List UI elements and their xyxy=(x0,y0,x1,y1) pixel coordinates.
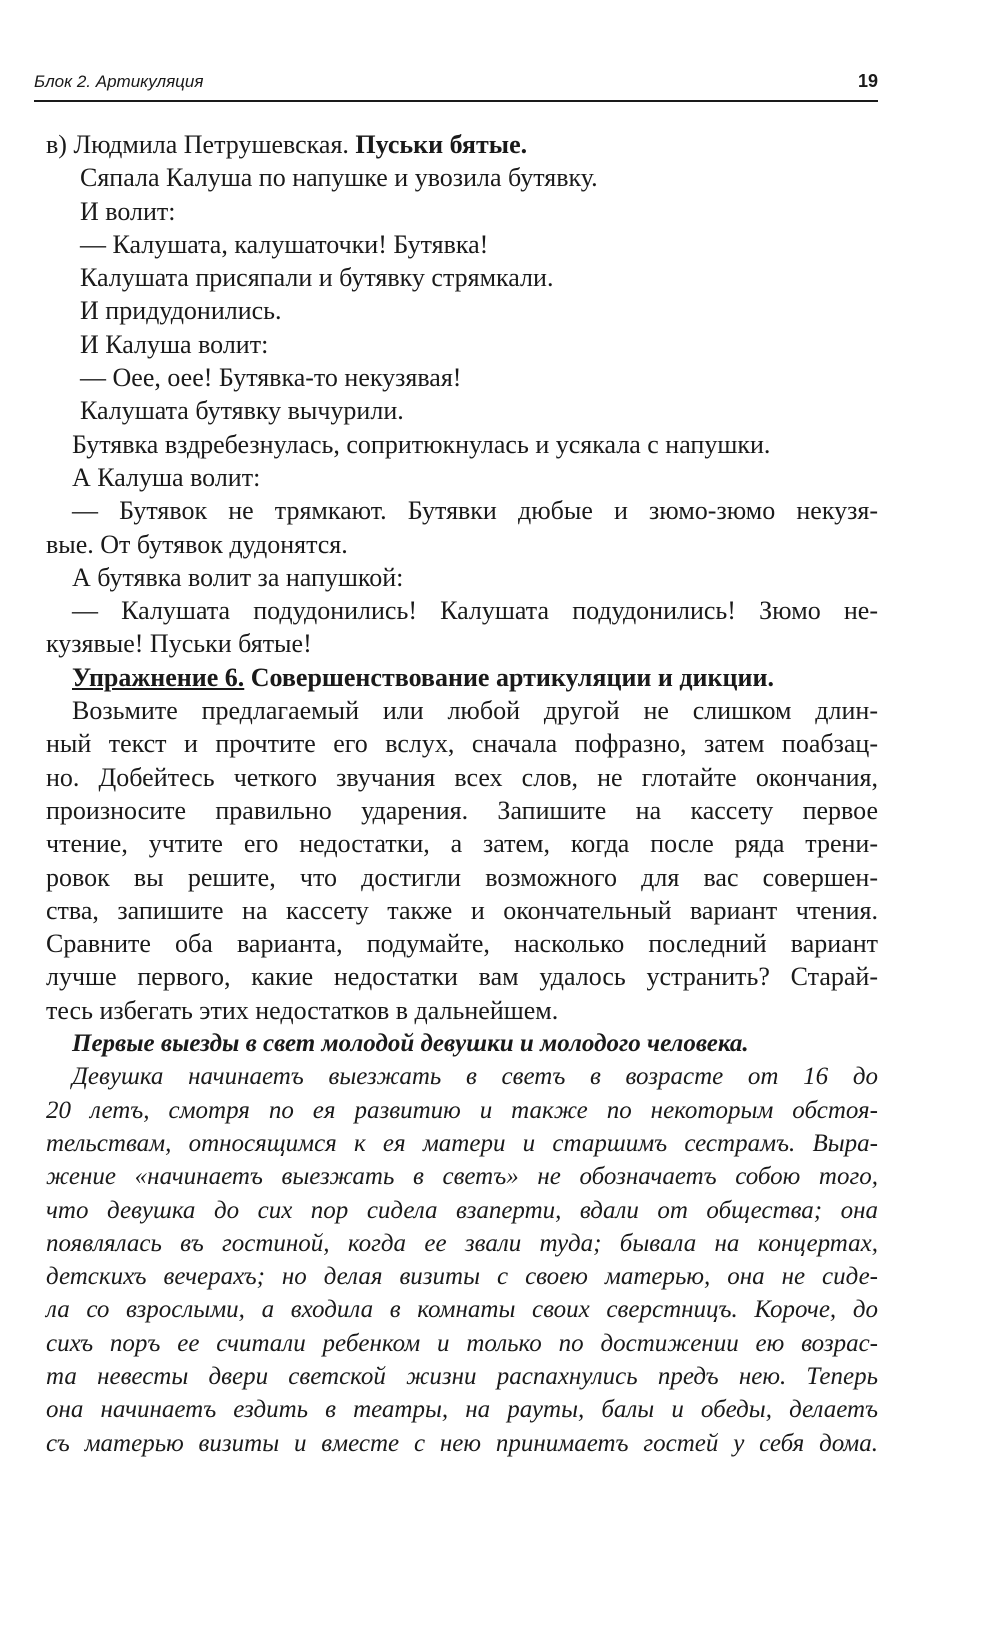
running-head: Блок 2. Артикуляция xyxy=(34,72,204,91)
poem-line: Бутявка вздребезнулась, сопритюкнулась и усякала с напушки. xyxy=(72,429,771,459)
excerpt-line: появлялась въ гостиной, когда ее звали туда; бывала на концертах, xyxy=(46,1229,878,1257)
exercise-line: Возьмите предлагаемый или любой другой не слишком длин- xyxy=(72,696,878,726)
poem-line: Калушата бутявку вычурили. xyxy=(80,396,404,426)
excerpt-line: ла со взрослыми, а входила в комнаты своих сверстницъ. Короче, до xyxy=(46,1296,878,1324)
poem-line: А бутявка волит за напушкой: xyxy=(72,562,404,592)
page-header xyxy=(34,68,878,102)
excerpt-line: что девушка до сих пор сидела взаперти, вдали от общества; она xyxy=(46,1196,878,1224)
excerpt-line: 20 летъ, смотря по ея развитию и также по некоторым обстоя- xyxy=(46,1096,878,1124)
poem-line: — Бутявок не трямкают. Бутявки дюбые и зюмо-зюмо некузя- xyxy=(72,496,878,526)
poem-line: — Калушата, калушаточки! Бутявка! xyxy=(80,229,489,259)
exercise-line: ства, запишите на кассету также и окончательный вариант чтения. xyxy=(46,895,878,925)
excerpt-line: та невесты двери светской жизни распахнулись предъ нею. Теперь xyxy=(46,1362,878,1390)
poem-heading xyxy=(46,128,878,161)
page-number: 19 xyxy=(857,71,878,91)
exercise-heading xyxy=(72,661,878,694)
excerpt-line: Девушка начинаетъ выезжать в светъ в возрасте от 16 до xyxy=(72,1063,878,1091)
exercise-line: чтение, учтите его недостатки, а затем, когда после ряда трени- xyxy=(46,829,878,859)
poem-line: Калушата присяпали и бутявку стрямкали. xyxy=(80,263,554,293)
excerpt-line: она начинаетъ ездить в театры, на рауты, балы и обеды, делаетъ xyxy=(46,1396,878,1424)
excerpt-line: детскихъ вечерахъ; но делая визиты с своею матерью, она не сиде- xyxy=(46,1263,878,1291)
excerpt-line: съ матерью визиты и вместе с нею принимаетъ гостей у себя дома. xyxy=(46,1429,878,1457)
exercise-line: ный текст и прочтите его вслух, сначала пофразно, затем поабзац- xyxy=(46,729,878,759)
poem-line: — Калушата подудонились! Калушата подудонились! Зюмо не- xyxy=(72,596,878,626)
poem-line: Сяпала Калуша по напушке и увозила бутявку. xyxy=(80,163,598,193)
exercise-line: Сравните оба варианта, подумайте, насколько последний вариант xyxy=(46,929,878,959)
poem-line: вые. От бутявок дудонятся. xyxy=(46,529,348,559)
exercise-line: произносите правильно ударения. Запишите на кассету первое xyxy=(46,795,878,825)
exercise-line: тесь избегать этих недостатков в дальнейшем. xyxy=(46,995,559,1025)
exercise-line: но. Добейтесь четкого звучания всех слов, не глотайте окончания, xyxy=(46,762,878,792)
page-body xyxy=(46,128,878,1460)
poem-line: И волит: xyxy=(80,196,176,226)
excerpt-title: Первые выезды в свет молодой девушки и молодого человека. xyxy=(72,1030,749,1058)
poem-marker: в) xyxy=(46,130,67,159)
poem-line: кузявые! Пуськи бятые! xyxy=(46,629,312,659)
exercise-line: ровок вы решите, что достигли возможного для вас совершен- xyxy=(46,862,878,892)
exercise-label: Упражнение 6. xyxy=(72,662,245,692)
poem-line: И Калуша волит: xyxy=(80,329,269,359)
excerpt-line: тельствам, относящимся к ея матери и старшимъ сестрамъ. Выра- xyxy=(46,1129,878,1157)
excerpt-line: жение «начинаетъ выезжать в светъ» не обозначаетъ собою того, xyxy=(46,1163,878,1191)
excerpt-line: сихъ поръ ее считали ребенком и только по достижении ею возрас- xyxy=(46,1329,878,1357)
poem-line: — Оее, оее! Бутявка-то некузявая! xyxy=(80,363,462,393)
poem-line: И придудонились. xyxy=(80,296,282,326)
exercise-title: Совершенствование артикуляции и дикции. xyxy=(250,662,774,692)
poem-author: Людмила Петрушевская. xyxy=(73,130,349,159)
poem-line: А Калуша волит: xyxy=(72,462,261,492)
poem-title: Пуськи бятые. xyxy=(355,130,528,159)
exercise-line: лучше первого, какие недостатки вам удалось устранить? Старай- xyxy=(46,962,878,992)
